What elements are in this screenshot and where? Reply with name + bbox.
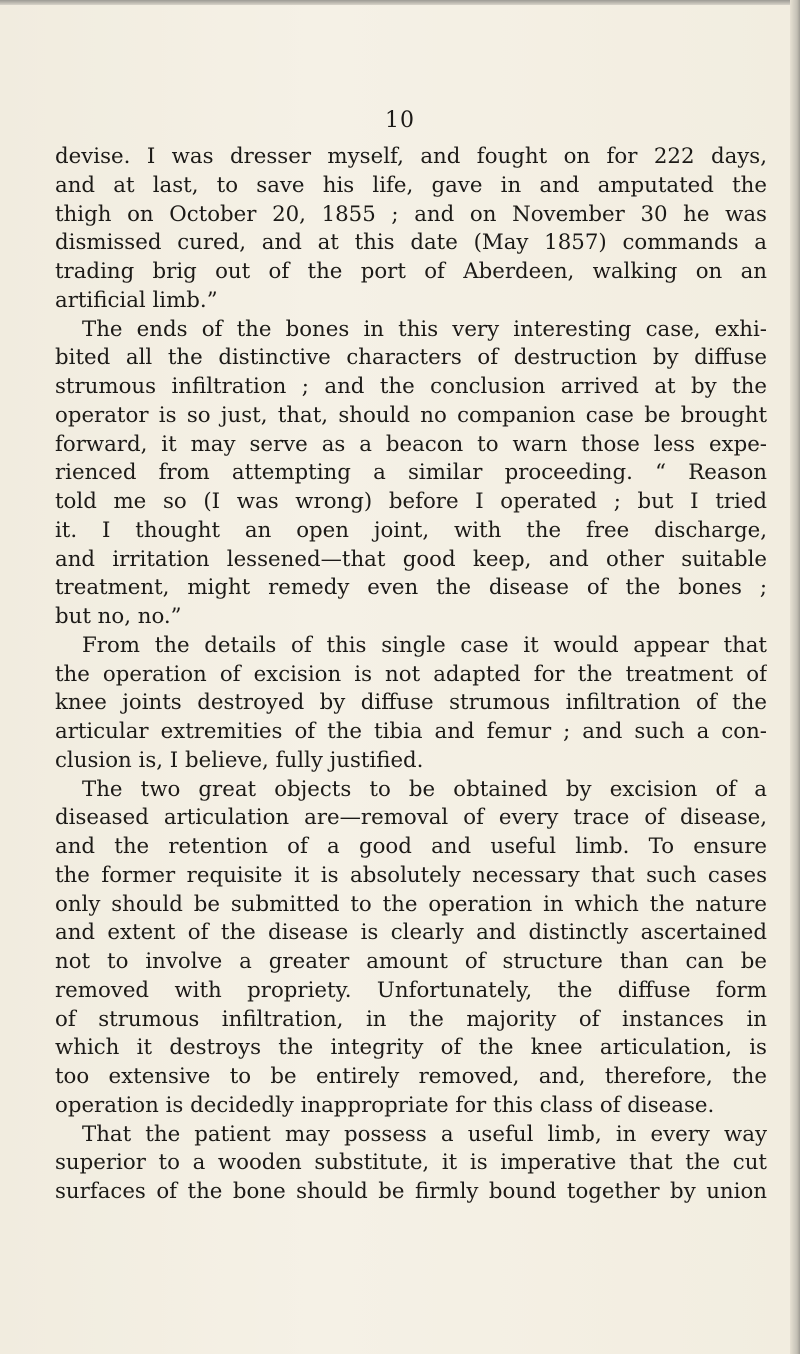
text-line: From the details of this single case it would appear that bbox=[82, 632, 767, 658]
text-line: and extent of the disease is clearly and distinctly ascertained bbox=[55, 920, 767, 946]
text-line: it. I thought an open joint, with the free discharge, bbox=[55, 517, 767, 543]
text-line: forward, it may serve as a beacon to warn those less expe- bbox=[55, 431, 767, 457]
text-line: told me so (I was wrong) before I operated ; but I tried bbox=[55, 489, 767, 514]
text-line: operation is decidedly inappropriate for this class of disease. bbox=[55, 1092, 715, 1118]
text-line: The two great objects to be obtained by excision of a bbox=[82, 776, 767, 802]
text-line: dismissed cured, and at this date (May 1857) commands a bbox=[55, 230, 767, 256]
text-line: superior to a wooden substitute, it is imperative that the cut bbox=[55, 1150, 767, 1176]
text-line: and at last, to save his life, gave in and amputated the bbox=[55, 172, 767, 198]
text-line: trading brig out of the port of Aberdeen, walking on an bbox=[55, 259, 767, 284]
page-right-edge bbox=[790, 0, 800, 1354]
text-line: only should be submitted to the operation in which the nature bbox=[55, 891, 767, 917]
text-line: of strumous infiltration, in the majority of instances in bbox=[55, 1006, 767, 1032]
page-top-edge bbox=[0, 0, 800, 5]
text-line: and irritation lessened—that good keep, and other suitable bbox=[55, 546, 767, 572]
text-line: The ends of the bones in this very interesting case, exhi- bbox=[82, 316, 767, 342]
text-line: devise. I was dresser myself, and fought on for 222 days, bbox=[55, 144, 767, 169]
text-line: That the patient may possess a useful limb, in every way bbox=[82, 1121, 767, 1147]
text-line: thigh on October 20, 1855 ; and on November 30 he was bbox=[55, 201, 767, 227]
body-text bbox=[55, 143, 767, 1207]
text-line: not to involve a greater amount of structure than can be bbox=[55, 949, 767, 974]
text-line: articular extremities of the tibia and femur ; and such a con- bbox=[55, 719, 767, 744]
text-line: rienced from attempting a similar proceeding. “ Reason bbox=[55, 460, 767, 486]
text-line: the former requisite it is absolutely necessary that such cases bbox=[55, 862, 767, 888]
text-line: bited all the distinctive characters of destruction by diffuse bbox=[55, 345, 767, 371]
text-line: too extensive to be entirely removed, and, therefore, the bbox=[55, 1064, 767, 1089]
text-line: and the retention of a good and useful limb. To ensure bbox=[55, 834, 767, 859]
text-line: which it destroys the integrity of the knee articulation, is bbox=[55, 1035, 767, 1061]
text-line: clusion is, I believe, fully justified. bbox=[55, 747, 424, 773]
text-line: but no, no.” bbox=[55, 604, 182, 629]
text-line: treatment, might remedy even the disease of the bones ; bbox=[55, 575, 767, 601]
text-line: diseased articulation are—removal of every trace of disease, bbox=[55, 805, 767, 831]
text-line: strumous infiltration ; and the conclusion arrived at by the bbox=[55, 374, 767, 399]
text-line: knee joints destroyed by diffuse strumous infiltration of the bbox=[55, 690, 767, 716]
page-number: 10 bbox=[385, 108, 415, 133]
text-line: artificial limb.” bbox=[55, 287, 218, 313]
text-line: surfaces of the bone should be firmly bound together by union bbox=[55, 1179, 767, 1204]
text-line: the operation of excision is not adapted for the treatment of bbox=[55, 661, 767, 687]
text-line: removed with propriety. Unfortunately, the diffuse form bbox=[55, 977, 767, 1003]
text-line: operator is so just, that, should no companion case be brought bbox=[55, 402, 767, 428]
